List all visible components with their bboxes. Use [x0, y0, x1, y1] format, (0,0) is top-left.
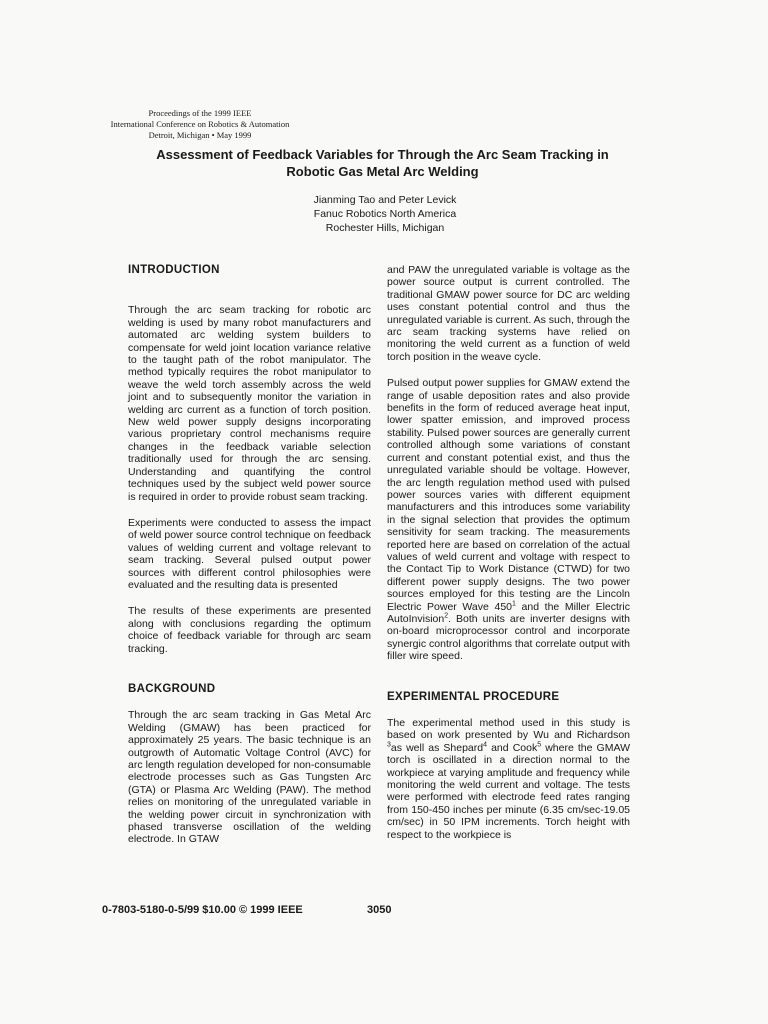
p2-text-c: . Both units are inverter designs with on-board microprocessor control and incorporate synergic control algorithms that correlate output with filler wire speed. — [387, 612, 630, 663]
author-names: Jianming Tao and Peter Levick — [313, 194, 457, 206]
background-heading: BACKGROUND — [128, 682, 216, 695]
right-paragraph-1: and PAW the unregulated variable is voltage as the power source output is current controlled. The traditional GMAW power source for DC arc welding uses constant potential control and thus the unregulated variable is current. As such, through the arc seam tracking systems have relied on monitoring the weld current as a function of weld torch position in the weave cycle. — [387, 264, 630, 363]
page-number: 3050 — [367, 904, 392, 916]
author-organization: Fanuc Robotics North America — [313, 208, 457, 220]
proceedings-header — [100, 108, 300, 141]
background-paragraph-1: Through the arc seam tracking in Gas Metal Arc Welding (GMAW) has been practiced for approximately 25 years. The basic technique is an outgrowth of Automatic Voltage Control (AVC) for arc length regulation developed for non-consumable electrode processes such as Gas Tungsten Arc (GTA) or Plasma Arc Welding (PAW). The method relies on monitoring of the unregulated variable in the welding power circuit in synchronization with phased transverse oscillation of the welding electrode. In GTAW — [128, 709, 371, 846]
p2-text-a: Pulsed output power supplies for GMAW extend the range of usable deposition rates and also provide benefits in the form of reduced average heat input, lower spatter emission, and improved process stability. Pulsed power sources are generally current controlled although some variations of constant current and constant potential exist, and thus the unregulated variable should be voltage. However, the arc length regulation method used with pulsed power sources varies with different equipment manufacturers and this introduces some variability in the signal selection that provides the optimum sensitivity for seam tracking. The measurements reported here are based on correlation of the actual values of weld current and voltage with respect to the Contact Tip to Work Distance (CTWD) for two different power supply designs. The two power sources employed for this testing are the Lincoln Electric Power Wave 450 — [387, 377, 630, 613]
proceedings-line-3: Detroit, Michigan • May 1999 — [148, 130, 252, 140]
p3-text-a: The experimental method used in this study is based on work presented by Wu and Richardson — [387, 717, 630, 742]
footnote-ref-5: 5 — [537, 741, 542, 749]
footnote-ref-1: 1 — [512, 600, 516, 608]
author-block — [260, 193, 510, 235]
left-column — [128, 264, 371, 860]
title-line-2: Robotic Gas Metal Arc Welding — [286, 164, 479, 179]
right-paragraph-3 — [387, 717, 630, 841]
right-paragraph-2 — [387, 377, 630, 662]
introduction-paragraph-2: Experiments were conducted to assess the impact of weld power source control technique on feedback values of welding current and voltage relevant to seam tracking. Several pulsed output power sources with different control philosophies were evaluated and the resulting data is presented — [128, 516, 371, 591]
paper-title — [100, 146, 665, 180]
p3-text-d: where the GMAW torch is oscillated in a direction normal to the workpiece at varying amplitude and frequency while monitoring the weld current and voltage. The tests were performed with electrode feed rates ranging from 150-450 inches per minute (6.35 cm/sec-19.05 cm/sec) in 50 IPM increments. Torch height with respect to the workpiece is — [387, 741, 630, 841]
proceedings-line-1: Proceedings of the 1999 IEEE — [148, 108, 252, 118]
footnote-ref-2: 2 — [444, 612, 449, 620]
proceedings-line-2: International Conference on Robotics & Automation — [110, 119, 290, 129]
p2-text-b: and the Miller Electric AutoInvision — [387, 600, 631, 625]
p3-text-b: as well as Shepard — [390, 741, 484, 754]
footnote-ref-4: 4 — [483, 741, 488, 749]
introduction-paragraph-1: Through the arc seam tracking for robotic arc welding is used by many robot manufacturers and automated arc welding system builders to compensate for weld joint location variance relative to the taught path of the robot manipulator. The method typically requires the robot manipulator to weave the weld torch assembly across the weld joint and to subsequently monitor the variation in welding arc current as a function of torch position. New weld power supply designs incorporating various proprietary control mechanisms require changes in the feedback variable selection traditionally used for through the arc sensing. Understanding and quantifying the control techniques used by the subject weld power source is required in order to provide robust seam tracking. — [128, 304, 371, 503]
right-column — [387, 264, 630, 855]
title-line-1: Assessment of Feedback Variables for Through the Arc Seam Tracking in — [156, 147, 609, 162]
introduction-heading: INTRODUCTION — [128, 264, 220, 276]
experimental-procedure-heading: EXPERIMENTAL PROCEDURE — [387, 690, 560, 703]
copyright-footer: 0-7803-5180-0-5/99 $10.00 © 1999 IEEE — [102, 904, 303, 916]
author-location: Rochester Hills, Michigan — [325, 222, 445, 234]
introduction-paragraph-3: The results of these experiments are presented along with conclusions regarding the optimum choice of feedback variable for through arc seam tracking. — [128, 605, 371, 655]
p3-text-c: and Cook — [487, 741, 538, 754]
footnote-ref-3: 3 — [387, 741, 391, 749]
